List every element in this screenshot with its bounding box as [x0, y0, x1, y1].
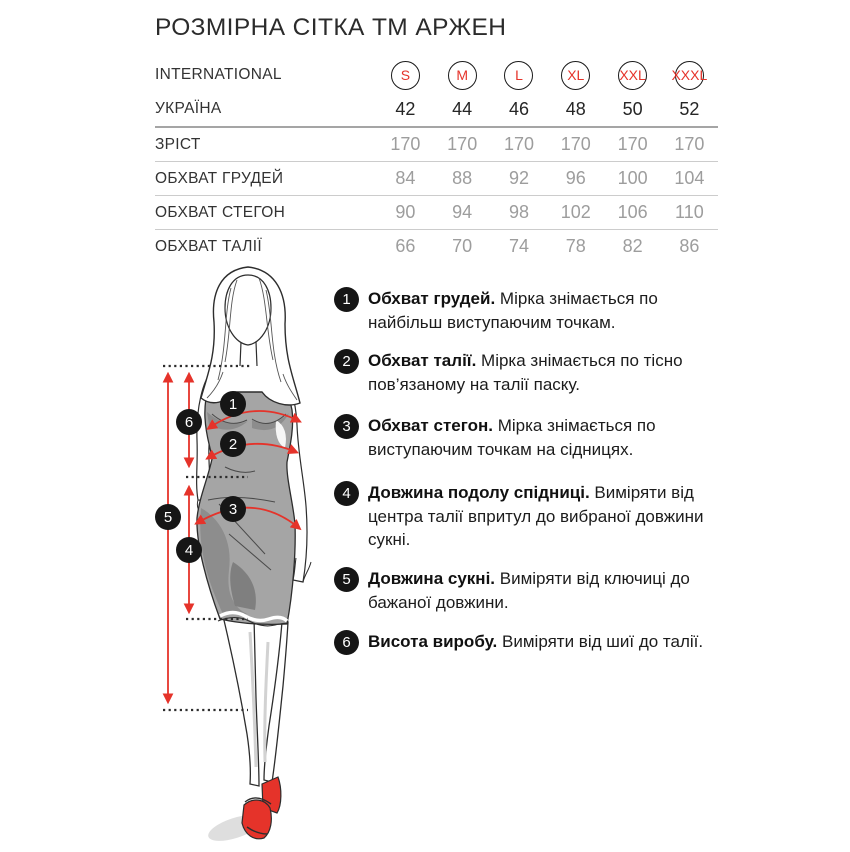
figure-marker-3: [220, 496, 246, 522]
legend-desc: Виміряти від шиї до талії.: [502, 632, 704, 651]
legend-item-5: [334, 567, 726, 614]
table-row-bust: [155, 161, 718, 195]
head: [201, 267, 300, 405]
size-badge-s: S: [391, 61, 420, 90]
svg-text:1: 1: [228, 396, 238, 413]
cell-value: 170: [447, 134, 478, 154]
cell-value: 82: [622, 236, 643, 256]
ukraine-size: 46: [508, 98, 529, 119]
figure-illustration: [135, 262, 345, 852]
legend-term: Обхват стегон.: [368, 416, 493, 435]
page-title: РОЗМІРНА СІТКА ТМ АРЖЕН: [155, 14, 507, 41]
ukraine-size: 44: [452, 98, 473, 119]
cell-value: 100: [617, 168, 648, 188]
legend-marker-4: 4: [334, 481, 359, 506]
size-badge-xl: XL: [561, 61, 590, 90]
legend-text-2: [368, 349, 720, 396]
legend-marker-6: 6: [334, 630, 359, 655]
cell-value: 96: [565, 168, 586, 188]
legend-marker-2: 2: [334, 349, 359, 374]
legend-text-1: [368, 287, 720, 334]
row-label: ОБХВАТ ТАЛІЇ: [155, 237, 262, 255]
legend-term: Обхват грудей.: [368, 289, 496, 308]
ukraine-size: 52: [679, 98, 700, 119]
table-row-height: [155, 128, 718, 161]
ukraine-label: УКРАЇНА: [155, 100, 222, 117]
table-row-hips: [155, 195, 718, 229]
figure-marker-1: [220, 391, 246, 417]
size-badge-m: M: [448, 61, 477, 90]
cell-value: 170: [560, 134, 591, 154]
cell-value: 104: [674, 168, 705, 188]
cell-value: 84: [395, 168, 416, 188]
figure-marker-2: [220, 431, 246, 457]
legend-desc: Мірка знімається по тісно пов’язаному на талії паску.: [368, 351, 683, 394]
legend-item-3: [334, 414, 726, 461]
table-row-waist: [155, 229, 718, 263]
legend-marker-3: 3: [334, 414, 359, 439]
shoes: [242, 777, 281, 839]
size-badge-l: L: [504, 61, 533, 90]
row-label: ОБХВАТ СТЕГОН: [155, 203, 286, 221]
legend-term: Довжина подолу спідниці.: [368, 483, 590, 502]
svg-text:6: 6: [184, 414, 194, 431]
cell-value: 110: [675, 202, 704, 222]
cell-value: 170: [503, 134, 535, 154]
ukraine-size: 48: [565, 98, 586, 119]
figure-marker-5: [155, 504, 181, 530]
size-badge-xxxl: XXXL: [675, 61, 704, 90]
figure-marker-4: [176, 537, 202, 563]
cell-value: 94: [452, 202, 473, 222]
figure-marker-6: [176, 409, 202, 435]
legend-item-6: [334, 630, 726, 655]
cell-value: 170: [390, 134, 421, 154]
svg-text:5: 5: [163, 509, 173, 526]
cell-value: 102: [560, 202, 591, 222]
legend-text-6: [368, 630, 720, 654]
svg-text:2: 2: [228, 436, 238, 453]
cell-value: 78: [565, 236, 586, 256]
legend-text-4: [368, 481, 720, 552]
legend-item-4: [334, 481, 726, 552]
legend-marker-5: 5: [334, 567, 359, 592]
legend-text-5: [368, 567, 720, 614]
table-row-international: [155, 58, 718, 92]
legend-term: Висота виробу.: [368, 632, 498, 651]
legend-item-2: [334, 349, 726, 396]
svg-text:4: 4: [184, 542, 194, 559]
cell-value: 90: [395, 202, 416, 222]
legend-marker-1: 1: [334, 287, 359, 312]
legend-text-3: [368, 414, 720, 461]
legend-desc: Мірка знімається по найбільш виступаючим точкам.: [368, 289, 658, 332]
ukraine-size: 50: [622, 98, 643, 119]
legend-desc: Мірка знімається по виступаючим точкам на сідницях.: [368, 416, 656, 459]
cell-value: 170: [674, 134, 705, 154]
legend-desc: Виміряти від ключиці до бажаної довжини.: [368, 569, 690, 612]
size-badge-xxl: XXL: [618, 61, 647, 90]
table-row-ukraine: [155, 92, 718, 128]
row-label: ОБХВАТ ГРУДЕЙ: [155, 169, 284, 187]
legend-desc: Виміряти від центра талії впритул до вибраної довжини сукні.: [368, 483, 704, 549]
cell-value: 66: [395, 236, 416, 256]
cell-value: 70: [452, 236, 473, 256]
cell-value: 74: [508, 236, 529, 256]
ukraine-size: 42: [395, 98, 416, 119]
cell-value: 98: [508, 202, 529, 222]
legend-term: Довжина сукні.: [368, 569, 496, 588]
legend-item-1: [334, 287, 726, 334]
cell-value: 106: [617, 202, 648, 222]
cell-value: 92: [508, 168, 529, 188]
svg-text:3: 3: [228, 501, 238, 518]
row-label: ЗРІСТ: [155, 135, 201, 153]
international-label: INTERNATIONAL: [155, 66, 282, 83]
cell-value: 86: [679, 236, 700, 256]
cell-value: 170: [617, 134, 648, 154]
cell-value: 88: [452, 168, 473, 188]
size-table: [155, 58, 718, 263]
legend-term: Обхват талії.: [368, 351, 477, 370]
